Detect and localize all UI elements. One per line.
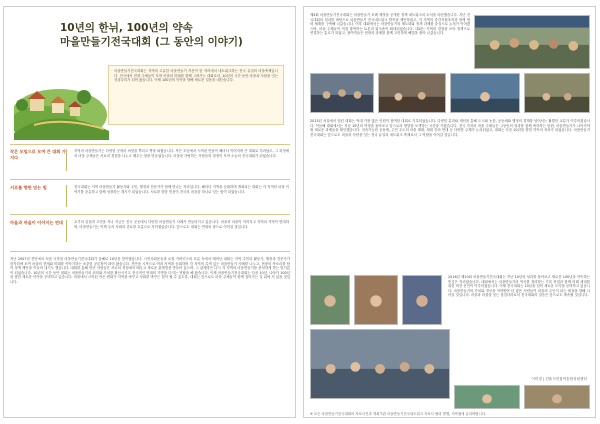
event-photo	[354, 275, 398, 325]
section-2-bracket	[66, 185, 70, 207]
section-1-bracket	[66, 149, 70, 171]
event-photo	[450, 73, 520, 113]
section-2-body: 전국대회는 지역 마을만들기 활동가와 주민, 행정과 전문가가 함께 만나는 자리입니다. 해마다 지역을 순회하며 개최되는 대회는 각 지역의 마을 이야기를 공유하고 함께 성장하는 계기가 되었습니다. 서로를 향한 믿음이 전국의 마을을 하나로 잇는 힘이 되었습니다.	[74, 185, 289, 194]
photo-caption: ※ 모든 마을만들기전국대회의 자료사진과 개최기관 마을만들기전국네트워크 자료사 협력 발행, 저작권에 유의바랍니다.	[310, 412, 487, 416]
event-photo	[454, 385, 520, 409]
divider	[10, 214, 290, 215]
event-photo	[524, 385, 590, 409]
event-photo	[310, 73, 374, 113]
right-col-2: 2015년 서울에서 열린 대회는 역대 가장 많은 인원이 참여한 대회로 기록되었습니다. 다양한 분과와 세션을 통해 도시와 농촌, 공동체와 행정의 경계를 넘어서는 활발한 교류가 이루어졌습니다. 이듬해 대회에서는 지난 10년의 여정을 돌아보고 앞으로의 방향을 모색하는 시간을 가졌습니다. 전국 각지의 마을 주체들은 그동안의 성과를 함께 축하하는 한편, 마을만들기가 나아가야 할 새로운 과제들을 확인했습니다. 지속가능한 공동체, 주민 주도의 마을 계획, 세대 간의 연대 등 다양한 주제가 논의되었고, 대회는 다음 10년을 향한 약속의 자리가 되었습니다. 마을만들기전국대회는 앞으로도 마을과 사람을 잇는 전국 유일의 네트워크 축제로서 그 역할을 이어갈 것입니다.	[310, 119, 590, 137]
section-1-heading: 작은 모임으로 모여 큰 대회 가지다	[10, 149, 66, 160]
author-credit: 이미경 | 진흙시민참여통합성원센터	[531, 377, 587, 381]
title-line-2: 마을만들기전국대회 (그 동안의 이야기)	[60, 36, 243, 48]
right-col-3: 2016년 제10회 마을만들기전국대회는 지난 10년의 성과를 돌아보고 새로운 100년을 약속하는 뜻깊은 자리였습니다. 대회에서는 마을만들기의 역사를 정리하는 기록 작업과 함께 미래 세대를 위한 비전 선언이 이루어졌습니다. 이제 전국대회는 10년을 넘어 새로운 도약을 준비하고 있습니다. 마을만들기의 가치와 정신을 이어받아 더 많은 사람들이 마을의 주인이 되는 세상을 향해 나아갈 것입니다. 마을과 마을을 잇는 징검다리로서 전국대회의 걸음은 앞으로도 계속될 것입니다.	[448, 275, 590, 298]
intro-text: 마을만들기전국대회는 지역의 고유한 마을만들기 자산이 한 자리에서 네트워크하는 전국 유일의 마을축제입니다. 전국에서 현장 주체들이 모여 마을의 미래를 함께 그려가는 대회로서, 10년의 시간 동안 마을과 사람을 잇는 징검다리가 되어 왔습니다. 이제 100년의 약속을 향해 새로운 걸음을 내딛습니다.	[114, 69, 278, 83]
divider	[10, 144, 290, 145]
main-body-text: 지난 2007년 진안에서 처음 시작된 마을만들기전국대회가 올해로 10년을 맞이했습니다. 시민사회운동과 로컬 거버넌스의 흐름 속에서 태어난 대회는 지역 주민과 활동가, 행정과 전문가가 한자리에 모여 마을의 현재와 미래를 이야기하는 소중한 공론장이 되어 왔습니다. 진안을 시작으로 여러 지역을 순회하며 각 지역의 특색 있는 마을만들기 사례를 나누고, 현장의 목소리를 담아 정책 제안을 이끌어 내기도 했습니다. 대회를 통해 만난 사람들은 서로의 경험에서 배우고 새로운 관계망을 만들어 갔으며, 그 관계망은 다시 각 지역의 마을만들기를 풍성하게 하는 밑거름이 되었습니다. 10년의 시간 동안 대회는 마을만들기의 의미와 가치를 확산시키고 전국적인 연대의 기반을 다지는 역할을 해 왔습니다. 이제 마을만들기전국대회는 다음 10년, 나아가 100년을 향한 새로운 약속을 준비하고 있습니다. 마을에서 시작된 작은 변화가 지역을 바꾸고 사회를 바꾸는 힘이 될 수 있도록, 대회는 앞으로도 마을 주체들이 함께 걸어가는 길 위에 서 있을 것입니다.	[10, 257, 290, 284]
section-1-body: 지역의 마을만들기는 다양한 곳에서 씨앗을 뿌리고 싹을 틔웠습니다. 작은 모임에서 시작된 만남이 해마다 이어지며 큰 대회로 자라났고, 그 과정에서 마을 주체들은 서로의 경험을 나누고 배우는 장을 만들었습니다. 마을을 사랑하는 사람들의 열정이 모여 오늘의 전국대회가 되었습니다.	[74, 149, 289, 158]
divider	[10, 251, 290, 252]
event-photo	[402, 275, 442, 325]
event-photo	[524, 73, 590, 113]
event-photo	[310, 329, 450, 399]
section-3-bracket	[66, 220, 70, 242]
right-page	[303, 6, 596, 418]
section-2-heading: 서로를 향한 믿는 힘	[10, 185, 47, 190]
event-photo	[310, 275, 350, 325]
divider	[10, 179, 290, 180]
section-3-body: 초기의 실험과 고민을 지나 지금은 전국 곳곳에서 다양한 마을만들기 사례가 만들어지고 있습니다. 마을과 마을이 이어지고 지역과 지역이 연대하며, 마을만들기는 이제 우리 사회의 중요한 흐름으로 자리잡았습니다. 앞으로도 대회는 연대의 장으로 이어질 것입니다.	[74, 220, 289, 229]
section-3-heading: 마을과 마을이 이어지는 연대	[10, 220, 63, 225]
right-col-1: 제4회 마을만들기전국대회는 마을만들기 조례 제정을 공개한 정책 네트워크의 초석을 마련했습니다. 지난 전국대회의 성과를 바탕으로 마을만들기 전국네트워크 발족을 제안하였고, 각 지역의 중간지원조직과 함께 협력 체계를 구축해 나갔습니다. 이후 대회에서는 마을만들기의 제도화와 정책 과제를 중심으로 논의가 이어졌으며, 마을 주체들이 직접 참여하는 토론과 워크숍이 확대되었습니다. 대회는 지역의 경험을 모아 정책으로 연결하는 통로가 되었고, 참여자들은 현장의 과제를 함께 고민하며 해법을 찾아 나갔습니다.	[310, 13, 470, 36]
title-line-1: 10년의 한뉘, 100년의 약속	[60, 22, 193, 34]
event-photo	[474, 15, 590, 69]
event-photo	[378, 73, 446, 113]
intro-box	[108, 65, 284, 125]
left-page	[3, 6, 296, 418]
